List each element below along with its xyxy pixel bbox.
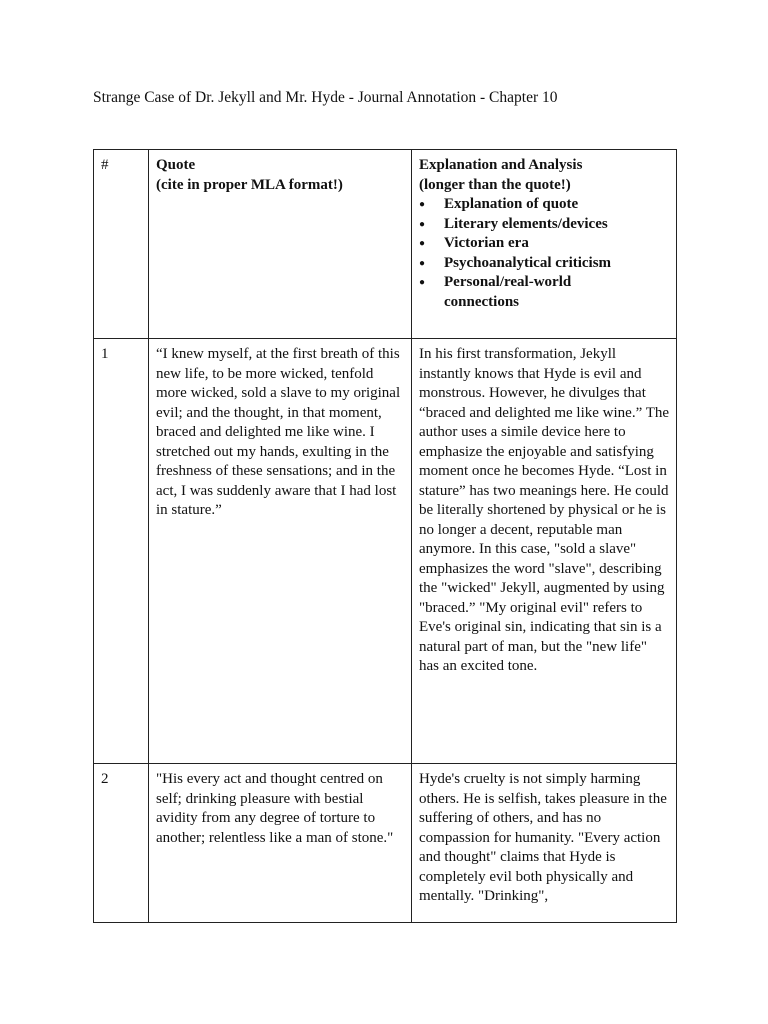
header-explanation-label: Explanation and Analysis bbox=[419, 157, 583, 173]
guide-item: ● Explanation of quote bbox=[441, 195, 670, 215]
explanation-cell bbox=[412, 764, 677, 923]
guide-item: ● Literary elements/devices bbox=[441, 215, 670, 235]
row-number-cell bbox=[94, 764, 149, 923]
guide-item: ● Psychoanalytical criticism bbox=[441, 254, 670, 274]
quote-text: “I knew myself, at the first breath of this new life, to be more wicked, tenfold more wicked, sold a slave to my original evil; and the thought, in that moment, braced and delighted me like wine. I stretched out my hands, exulting in the freshness of these sensations; and in the act, I was suddenly aware that I had lost in stature.” bbox=[156, 346, 401, 518]
explanation-cell bbox=[412, 339, 677, 764]
header-explanation-instruction: (longer than the quote!) bbox=[419, 176, 571, 193]
quote-cell bbox=[149, 339, 412, 764]
table-header-row bbox=[94, 150, 677, 339]
row-number: 1 bbox=[101, 346, 109, 362]
quote-text: "His every act and thought centred on self; drinking pleasure with bestial avidity from any degree of torture to another; relentless like a man of stone." bbox=[156, 771, 394, 846]
header-explanation-cell bbox=[412, 150, 677, 339]
header-quote-label: Quote bbox=[156, 157, 196, 173]
header-guide-list bbox=[419, 195, 670, 312]
document-title: Strange Case of Dr. Jekyll and Mr. Hyde - Journal Annotation - Chapter 10 bbox=[93, 89, 558, 106]
header-quote-cell bbox=[149, 150, 412, 339]
row-number: 2 bbox=[101, 771, 109, 787]
annotation-table bbox=[93, 149, 677, 923]
guide-item: ● Personal/real-world connections bbox=[441, 273, 670, 312]
table-row bbox=[94, 339, 677, 764]
table-row bbox=[94, 764, 677, 923]
header-quote-instruction: (cite in proper MLA format!) bbox=[156, 176, 343, 193]
explanation-text: In his first transformation, Jekyll instantly knows that Hyde is evil and monstrous. However, he divulges that “braced and delighted me like wine.” The author uses a simile device here to emphasize the enjoyable and satisfying moment once he becomes Hyde. “Lost in stature” has two meanings here. He could be literally shortened by physical or he is no longer a decent, reputable man anymore. In this case, "sold a slave" emphasizes the word "slave", describing the "wicked" Jekyll, augmented by using "braced.” "My original evil" refers to Eve's original sin, indicating that sin is a natural part of man, but the "new life" has an excited tone. bbox=[419, 346, 670, 674]
header-number-label: # bbox=[101, 157, 109, 173]
quote-cell bbox=[149, 764, 412, 923]
header-number-cell bbox=[94, 150, 149, 339]
guide-item: ● Victorian era bbox=[441, 234, 670, 254]
row-number-cell bbox=[94, 339, 149, 764]
explanation-text: Hyde's cruelty is not simply harming others. He is selfish, takes pleasure in the suffering of others, and has no compassion for humanity. "Every action and thought" claims that Hyde is completely evil both physically and mentally. "Drinking", bbox=[419, 771, 667, 904]
